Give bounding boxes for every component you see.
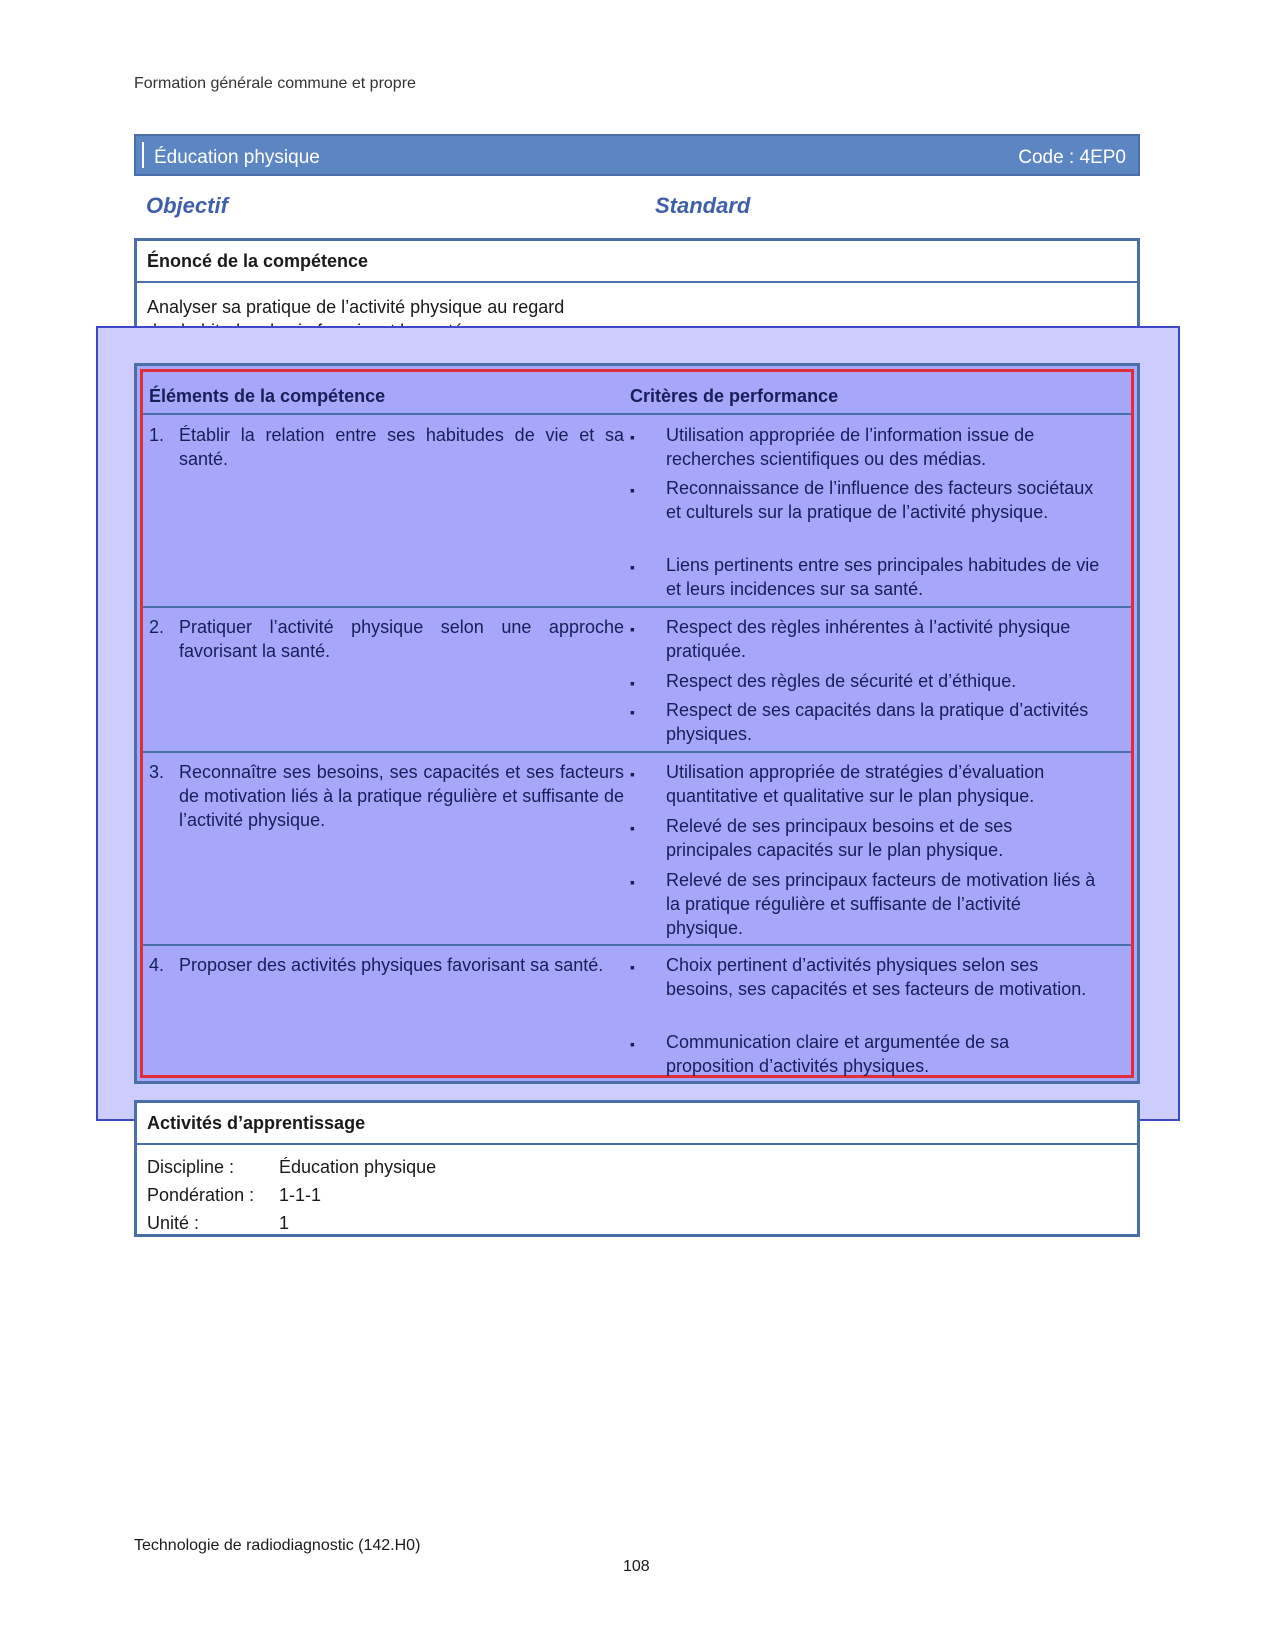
criterion-item <box>630 423 1100 471</box>
criterion-item <box>630 615 1100 663</box>
element-row-2 <box>149 615 624 663</box>
element-number: 1. <box>149 425 165 445</box>
bullet-icon: ▪ <box>630 559 635 575</box>
criterion-text: Relevé de ses principaux besoins et de ses principales capacités sur le plan physique. <box>666 816 1013 860</box>
course-code: Code : 4EP0 <box>1018 147 1126 168</box>
row-divider <box>143 606 1131 608</box>
element-text: Établir la relation entre ses habitudes de vie et sa santé. <box>179 425 624 469</box>
criterion-item <box>630 760 1100 808</box>
criterion-text: Liens pertinents entre ses principales habitudes de vie et leurs incidences sur sa santé. <box>666 555 1100 599</box>
page-number: 108 <box>623 1558 650 1575</box>
bullet-icon: ▪ <box>630 820 635 836</box>
course-name: Éducation physique <box>154 147 320 168</box>
col-header-elements: Éléments de la compétence <box>149 386 386 406</box>
criterion-item <box>630 669 1100 693</box>
criterion-text: Reconnaissance de l’influence des facteurs sociétaux et culturels sur la pratique de l’activité physique. <box>666 478 1094 522</box>
criterion-text: Utilisation appropriée de l’information issue de recherches scientifiques ou des médias. <box>666 425 1035 469</box>
criterion-text: Choix pertinent d’activités physiques selon ses besoins, ses capacités et ses facteurs de motivation. <box>666 955 1087 999</box>
criterion-text: Relevé de ses principaux facteurs de motivation liés à la pratique régulière et suffisante de l’activité physique. <box>666 870 1096 938</box>
element-row-1 <box>149 423 624 471</box>
row-divider <box>143 944 1131 946</box>
criterion-text: Utilisation appropriée de stratégies d’évaluation quantitative et qualitative sur le plan physique. <box>666 762 1045 806</box>
bullet-icon: ▪ <box>630 429 635 445</box>
enonce-title: Énoncé de la compétence <box>137 241 1137 283</box>
standard-heading: Standard <box>655 193 751 218</box>
bullet-icon: ▪ <box>630 959 635 975</box>
unite-label: Unité : <box>147 1213 200 1233</box>
row-divider <box>143 751 1131 753</box>
criterion-item <box>630 553 1100 601</box>
element-row-3 <box>149 760 624 832</box>
element-number: 3. <box>149 762 165 782</box>
criterion-item <box>630 868 1100 940</box>
activites-title: Activités d’apprentissage <box>137 1103 1137 1145</box>
bullet-icon: ▪ <box>630 1036 635 1052</box>
elements-table-inner <box>140 369 1134 1078</box>
criterion-text: Respect des règles inhérentes à l’activité physique pratiquée. <box>666 617 1071 661</box>
criterion-text: Respect de ses capacités dans la pratique d’activités physiques. <box>666 700 1089 744</box>
bullet-icon: ▪ <box>630 704 635 720</box>
element-text: Proposer des activités physiques favorisant sa santé. <box>179 955 604 975</box>
title-bar-inner <box>142 142 1130 168</box>
bullet-icon: ▪ <box>630 482 635 498</box>
ponderation-label: Pondération : <box>147 1185 255 1205</box>
element-text: Pratiquer l’activité physique selon une approche favorisant la santé. <box>179 617 624 661</box>
objectif-heading: Objectif <box>146 193 228 218</box>
bullet-icon: ▪ <box>630 874 635 890</box>
running-header: Formation générale commune et propre <box>134 75 416 92</box>
discipline-row <box>147 1155 436 1179</box>
criterion-item <box>630 698 1100 746</box>
ponderation-value: 1-1-1 <box>279 1185 322 1205</box>
elements-table <box>134 363 1140 1084</box>
bullet-icon: ▪ <box>630 675 635 691</box>
discipline-label: Discipline : <box>147 1157 235 1177</box>
criterion-item <box>630 814 1100 862</box>
criterion-item <box>630 1030 1100 1078</box>
enonce-line-1: Analyser sa pratique de l’activité physique au regard <box>147 297 565 317</box>
criterion-item <box>630 953 1100 1001</box>
col-header-criteres: Critères de performance <box>630 386 839 406</box>
element-number: 4. <box>149 955 165 975</box>
unite-row <box>147 1211 289 1235</box>
header-divider <box>143 413 1131 415</box>
activites-box <box>134 1100 1140 1237</box>
criterion-text: Communication claire et argumentée de sa proposition d’activités physiques. <box>666 1032 1010 1076</box>
unite-value: 1 <box>279 1213 290 1233</box>
discipline-value: Éducation physique <box>279 1157 437 1177</box>
element-text: Reconnaître ses besoins, ses capacités et ses facteurs de motivation liés à la pratique régulière et suffisante de l’activité physique. <box>179 762 624 830</box>
ponderation-row <box>147 1183 321 1207</box>
element-number: 2. <box>149 617 165 637</box>
bullet-icon: ▪ <box>630 766 635 782</box>
criterion-item <box>630 476 1100 524</box>
criterion-text: Respect des règles de sécurité et d’éthique. <box>666 671 1017 691</box>
bullet-icon: ▪ <box>630 621 635 637</box>
course-title-bar <box>134 134 1140 176</box>
footer-program: Technologie de radiodiagnostic (142.H0) <box>134 1537 421 1554</box>
element-row-4 <box>149 953 624 977</box>
